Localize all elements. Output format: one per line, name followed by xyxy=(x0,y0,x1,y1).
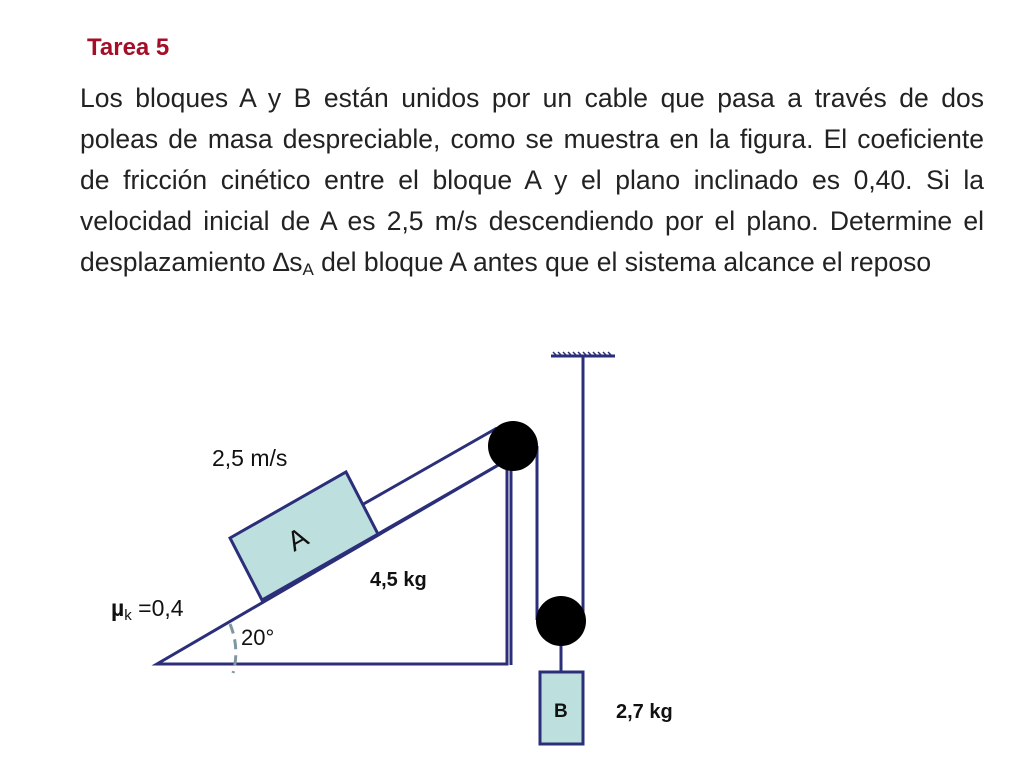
velocity-label: 2,5 m/s xyxy=(212,445,288,471)
problem-text-after: del bloque A antes que el sistema alcance el reposo xyxy=(313,247,932,277)
delta-symbol: ∆s xyxy=(272,247,303,277)
delta-subscript: A xyxy=(302,260,314,279)
block-b-label: B xyxy=(554,701,568,722)
friction-label xyxy=(111,595,184,624)
rope-a-upper xyxy=(360,428,497,506)
bottom-pulley xyxy=(536,596,586,646)
friction-mu: µ xyxy=(111,595,125,621)
angle-label: 20° xyxy=(241,625,275,650)
friction-sub: k xyxy=(124,607,132,624)
angle-arc xyxy=(230,624,236,673)
ceiling-support xyxy=(551,352,615,356)
block-b-mass: 2,7 kg xyxy=(616,701,673,723)
top-pulley xyxy=(488,421,538,471)
block-a-mass: 4,5 kg xyxy=(370,569,427,591)
friction-value: =0,4 xyxy=(131,595,184,621)
block-a-label: A xyxy=(281,521,314,558)
slide-title: Tarea 5 xyxy=(87,34,170,61)
rope-a-lower xyxy=(378,464,500,534)
problem-text-before: Los bloques A y B están unidos por un cable que pasa a través de dos poleas de masa despreciable, como se muestra en la figura. El coeficiente de fricción cinético entre el bloque A y el plano inclinado es 0,40. Si la velocidad inicial de A es 2,5 m/s descendiendo por el plano. Determine el desplazamiento xyxy=(80,83,984,277)
